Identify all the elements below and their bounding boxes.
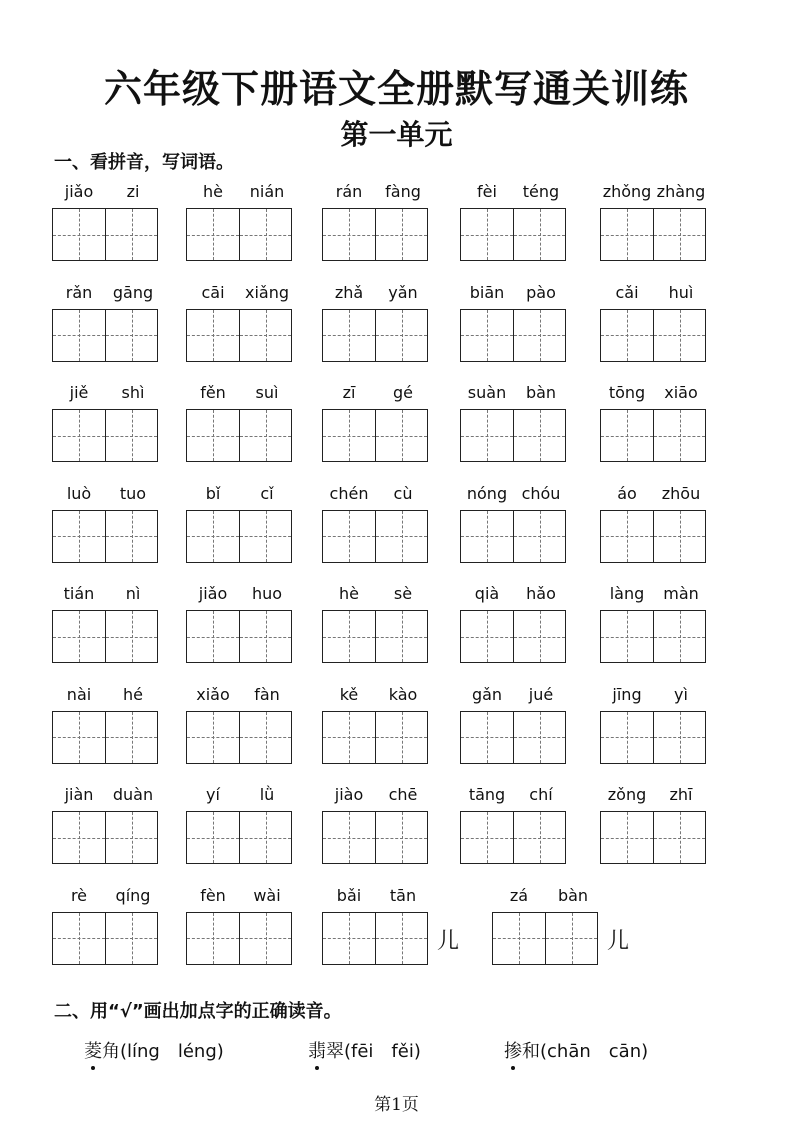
word-item xyxy=(52,584,160,663)
pinyin-syllable: luò xyxy=(66,483,92,503)
tianzige-cell[interactable] xyxy=(601,310,653,361)
writing-box[interactable] xyxy=(322,912,428,965)
word-item xyxy=(186,383,294,462)
pinyin-syllable: yí xyxy=(206,785,220,804)
pinyin-syllable: bàn xyxy=(557,885,589,905)
writing-box[interactable] xyxy=(52,309,158,362)
pinyin-syllable: tián xyxy=(63,584,95,603)
word-item xyxy=(322,584,430,663)
pinyin-syllable: hè xyxy=(339,584,359,603)
word-item xyxy=(492,886,600,965)
word-item xyxy=(600,182,708,261)
tianzige-cell[interactable] xyxy=(323,913,375,964)
pinyin-label xyxy=(186,283,294,309)
tianzige-cell[interactable] xyxy=(53,209,105,260)
writing-box[interactable] xyxy=(322,510,428,563)
writing-box[interactable] xyxy=(186,409,292,462)
pinyin-syllable: jué xyxy=(528,684,554,704)
word-item xyxy=(322,685,430,764)
pinyin-label xyxy=(322,785,430,811)
writing-box[interactable] xyxy=(600,309,706,362)
tianzige-cell[interactable] xyxy=(513,611,565,662)
tianzige-cell[interactable] xyxy=(375,310,427,361)
pinyin-syllable: màn xyxy=(663,584,699,603)
pinyin-syllable: jiàn xyxy=(64,785,94,804)
pinyin-syllable: gǎn xyxy=(471,684,503,704)
pinyin-syllable: rè xyxy=(70,885,88,905)
tianzige-cell[interactable] xyxy=(187,511,239,562)
pinyin-syllable: zi xyxy=(126,182,140,201)
pinyin-label xyxy=(186,785,294,811)
writing-box[interactable] xyxy=(186,309,292,362)
pinyin-label xyxy=(52,785,160,811)
tianzige-cell[interactable] xyxy=(323,310,375,361)
word-item xyxy=(52,886,160,965)
tianzige-cell[interactable] xyxy=(105,410,157,461)
writing-box[interactable] xyxy=(186,711,292,764)
writing-box[interactable] xyxy=(186,208,292,261)
reading-options[interactable]: 和(chān cān) xyxy=(522,1041,649,1062)
tianzige-cell[interactable] xyxy=(653,410,705,461)
pinyin-syllable: nài xyxy=(66,684,92,704)
writing-box[interactable] xyxy=(52,711,158,764)
tianzige-cell[interactable] xyxy=(653,812,705,863)
word-item xyxy=(460,182,568,261)
pinyin-syllable: zhǎ xyxy=(334,282,364,302)
pinyin-label xyxy=(322,283,430,309)
pinyin-label xyxy=(186,383,294,409)
pinyin-label xyxy=(460,283,568,309)
writing-box[interactable] xyxy=(186,912,292,965)
pinyin-syllable: jiǎo xyxy=(198,584,228,603)
word-item xyxy=(52,383,160,462)
word-item xyxy=(186,283,294,362)
pinyin-label xyxy=(600,584,708,610)
writing-box[interactable] xyxy=(460,811,566,864)
tianzige-cell[interactable] xyxy=(601,712,653,763)
pinyin-syllable: zhōu xyxy=(661,483,701,503)
writing-box[interactable] xyxy=(322,309,428,362)
writing-box[interactable] xyxy=(460,309,566,362)
pinyin-syllable: tāng xyxy=(468,785,506,804)
tianzige-cell[interactable] xyxy=(239,913,291,964)
tianzige-cell[interactable] xyxy=(105,712,157,763)
word-item xyxy=(186,886,294,965)
pinyin-syllable: fàng xyxy=(385,182,421,201)
pinyin-syllable: nóng xyxy=(466,483,508,503)
suffix-er: 儿 xyxy=(437,929,460,954)
tianzige-cell[interactable] xyxy=(653,611,705,662)
tianzige-cell[interactable] xyxy=(239,712,291,763)
tianzige-cell[interactable] xyxy=(239,209,291,260)
pinyin-label xyxy=(600,685,708,711)
pinyin-syllable: zhǒng xyxy=(602,182,652,201)
tianzige-cell[interactable] xyxy=(375,209,427,260)
tianzige-cell[interactable] xyxy=(375,712,427,763)
suffix-er: 儿 xyxy=(607,929,630,954)
writing-box[interactable] xyxy=(186,510,292,563)
word-item xyxy=(322,383,430,462)
pinyin-syllable: bǐ xyxy=(205,483,221,503)
pinyin-syllable: xiǎo xyxy=(196,684,230,704)
tianzige-cell[interactable] xyxy=(105,209,157,260)
pinyin-syllable: cǐ xyxy=(260,483,274,503)
word-item xyxy=(52,685,160,764)
pinyin-syllable: cù xyxy=(393,483,413,503)
pinyin-syllable: kào xyxy=(388,684,418,704)
word-item xyxy=(460,584,568,663)
tianzige-cell[interactable] xyxy=(323,611,375,662)
tianzige-cell[interactable] xyxy=(323,511,375,562)
tianzige-cell[interactable] xyxy=(105,812,157,863)
word-item xyxy=(322,785,430,864)
writing-box[interactable] xyxy=(52,208,158,261)
tianzige-cell[interactable] xyxy=(461,812,513,863)
tianzige-cell[interactable] xyxy=(601,410,653,461)
tianzige-cell[interactable] xyxy=(601,812,653,863)
pinyin-syllable: kě xyxy=(339,684,359,704)
pinyin-label xyxy=(52,685,160,711)
writing-box[interactable] xyxy=(52,610,158,663)
tianzige-cell[interactable] xyxy=(461,712,513,763)
pinyin-label xyxy=(492,886,600,912)
pinyin-label xyxy=(460,584,568,610)
word-item xyxy=(460,785,568,864)
tianzige-cell[interactable] xyxy=(53,310,105,361)
word-item xyxy=(52,283,160,362)
tianzige-cell[interactable] xyxy=(513,410,565,461)
word-item xyxy=(460,685,568,764)
tianzige-cell[interactable] xyxy=(105,611,157,662)
pinyin-label xyxy=(186,886,294,912)
unit-title: 第一单元 xyxy=(340,118,453,151)
pinyin-syllable: xiāo xyxy=(664,383,698,402)
pinyin-syllable: yì xyxy=(674,684,688,704)
pinyin-label xyxy=(186,685,294,711)
pinyin-syllable: chē xyxy=(388,785,418,804)
pinyin-syllable: duàn xyxy=(112,785,154,804)
pronunciation-item xyxy=(308,1037,421,1063)
writing-box[interactable] xyxy=(600,711,706,764)
tianzige-cell[interactable] xyxy=(323,812,375,863)
tianzige-cell[interactable] xyxy=(653,310,705,361)
writing-box[interactable] xyxy=(600,208,706,261)
pinyin-syllable: zhī xyxy=(669,785,693,804)
pinyin-syllable: sè xyxy=(393,584,413,603)
tianzige-cell[interactable] xyxy=(461,511,513,562)
pinyin-syllable: lǜ xyxy=(259,785,275,804)
pinyin-syllable: suàn xyxy=(467,383,507,402)
page-title: 六年级下册语文全册默写通关训练 xyxy=(103,66,689,111)
page-number: 第1页 xyxy=(374,1095,419,1115)
word-item xyxy=(52,484,160,563)
word-item xyxy=(322,182,430,261)
tianzige-cell[interactable] xyxy=(323,410,375,461)
writing-box[interactable] xyxy=(460,510,566,563)
pinyin-label xyxy=(600,182,708,208)
tianzige-cell[interactable] xyxy=(239,410,291,461)
pinyin-syllable: cāi xyxy=(201,282,225,302)
tianzige-cell[interactable] xyxy=(187,712,239,763)
writing-box[interactable] xyxy=(52,510,158,563)
pinyin-label xyxy=(52,283,160,309)
pinyin-label xyxy=(460,182,568,208)
pinyin-syllable: pào xyxy=(526,282,556,302)
word-item xyxy=(600,685,708,764)
writing-box[interactable] xyxy=(460,409,566,462)
dotted-character: 翡 xyxy=(308,1041,326,1062)
tianzige-cell[interactable] xyxy=(545,913,597,964)
tianzige-cell[interactable] xyxy=(513,310,565,361)
pinyin-label xyxy=(460,685,568,711)
writing-box[interactable] xyxy=(460,711,566,764)
word-item xyxy=(600,785,708,864)
pinyin-syllable: rán xyxy=(335,182,363,201)
tianzige-cell[interactable] xyxy=(187,812,239,863)
reading-options[interactable]: 角(líng léng) xyxy=(102,1041,224,1062)
pinyin-label xyxy=(52,383,160,409)
tianzige-cell[interactable] xyxy=(375,913,427,964)
dotted-character: 菱 xyxy=(84,1041,102,1062)
pinyin-syllable: huo xyxy=(251,584,283,603)
tianzige-cell[interactable] xyxy=(187,913,239,964)
pinyin-label xyxy=(600,283,708,309)
pinyin-label xyxy=(460,484,568,510)
pronunciation-item xyxy=(504,1037,648,1063)
pinyin-syllable: nì xyxy=(125,584,141,603)
tianzige-cell[interactable] xyxy=(53,410,105,461)
writing-box[interactable] xyxy=(600,510,706,563)
tianzige-cell[interactable] xyxy=(187,611,239,662)
writing-box[interactable] xyxy=(52,409,158,462)
pinyin-syllable: nián xyxy=(249,182,285,201)
writing-box[interactable] xyxy=(322,208,428,261)
pinyin-syllable: fàn xyxy=(254,684,280,704)
writing-box[interactable] xyxy=(52,811,158,864)
pinyin-label xyxy=(322,584,430,610)
pinyin-syllable: gé xyxy=(393,383,413,402)
tianzige-cell[interactable] xyxy=(53,611,105,662)
word-item xyxy=(460,383,568,462)
pinyin-label xyxy=(322,886,430,912)
writing-box[interactable] xyxy=(322,610,428,663)
pinyin-syllable: zǒng xyxy=(607,785,647,804)
pinyin-syllable: chén xyxy=(329,483,369,503)
pinyin-syllable: jiě xyxy=(69,383,89,402)
pinyin-syllable: fèi xyxy=(477,182,497,201)
pinyin-syllable: huì xyxy=(668,282,694,302)
reading-options[interactable]: 翠(fēi fěi) xyxy=(326,1041,421,1062)
pinyin-syllable: tān xyxy=(389,885,417,905)
tianzige-cell[interactable] xyxy=(53,812,105,863)
tianzige-cell[interactable] xyxy=(653,209,705,260)
tianzige-cell[interactable] xyxy=(53,712,105,763)
tianzige-cell[interactable] xyxy=(461,410,513,461)
word-item xyxy=(322,484,430,563)
writing-box[interactable] xyxy=(600,610,706,663)
tianzige-cell[interactable] xyxy=(323,209,375,260)
pinyin-label xyxy=(322,182,430,208)
tianzige-cell[interactable] xyxy=(601,209,653,260)
tianzige-cell[interactable] xyxy=(601,511,653,562)
tianzige-cell[interactable] xyxy=(105,913,157,964)
tianzige-cell[interactable] xyxy=(105,511,157,562)
pinyin-syllable: tuo xyxy=(119,483,147,503)
pinyin-syllable: suì xyxy=(255,383,279,402)
word-item xyxy=(322,886,430,965)
word-item xyxy=(186,182,294,261)
pinyin-label xyxy=(600,383,708,409)
pinyin-syllable: fèn xyxy=(200,885,226,905)
pinyin-syllable: hè xyxy=(203,182,223,201)
word-item xyxy=(186,484,294,563)
tianzige-cell[interactable] xyxy=(461,310,513,361)
pinyin-syllable: áo xyxy=(617,483,637,503)
tianzige-cell[interactable] xyxy=(461,209,513,260)
pinyin-label xyxy=(52,484,160,510)
word-item xyxy=(186,685,294,764)
word-item xyxy=(600,584,708,663)
pinyin-syllable: zá xyxy=(509,885,529,905)
tianzige-cell[interactable] xyxy=(187,410,239,461)
tianzige-cell[interactable] xyxy=(653,511,705,562)
tianzige-cell[interactable] xyxy=(513,812,565,863)
pinyin-syllable: qíng xyxy=(115,885,151,905)
writing-box[interactable] xyxy=(600,811,706,864)
pinyin-label xyxy=(52,584,160,610)
pinyin-syllable: fěn xyxy=(200,383,226,402)
pinyin-syllable: tōng xyxy=(608,383,646,402)
pinyin-syllable: zī xyxy=(342,383,356,402)
pinyin-label xyxy=(186,182,294,208)
pinyin-syllable: wài xyxy=(253,885,281,905)
pinyin-syllable: bǎi xyxy=(336,885,362,905)
pinyin-label xyxy=(600,484,708,510)
word-item xyxy=(322,283,430,362)
word-item xyxy=(186,785,294,864)
section1-heading: 一、看拼音，写词语。 xyxy=(54,152,234,173)
pinyin-syllable: jīng xyxy=(612,684,642,704)
pinyin-syllable: téng xyxy=(522,182,560,201)
word-item xyxy=(186,584,294,663)
pinyin-syllable: hǎo xyxy=(526,584,556,603)
pinyin-label xyxy=(52,182,160,208)
pinyin-syllable: jiào xyxy=(334,785,364,804)
tianzige-cell[interactable] xyxy=(323,712,375,763)
tianzige-cell[interactable] xyxy=(375,511,427,562)
pinyin-label xyxy=(322,383,430,409)
pinyin-label xyxy=(460,785,568,811)
tianzige-cell[interactable] xyxy=(239,310,291,361)
tianzige-cell[interactable] xyxy=(239,611,291,662)
word-item xyxy=(600,283,708,362)
tianzige-cell[interactable] xyxy=(513,209,565,260)
word-item xyxy=(600,383,708,462)
writing-box[interactable] xyxy=(186,610,292,663)
tianzige-cell[interactable] xyxy=(239,511,291,562)
writing-box[interactable] xyxy=(600,409,706,462)
tianzige-cell[interactable] xyxy=(105,310,157,361)
section2-heading: 二、用“√”画出加点字的正确读音。 xyxy=(54,1001,342,1022)
writing-box[interactable] xyxy=(186,811,292,864)
writing-box[interactable] xyxy=(460,610,566,663)
tianzige-cell[interactable] xyxy=(375,410,427,461)
pinyin-syllable: bàn xyxy=(525,383,557,402)
tianzige-cell[interactable] xyxy=(653,712,705,763)
word-item xyxy=(600,484,708,563)
pinyin-label xyxy=(460,383,568,409)
pinyin-syllable: chí xyxy=(529,785,553,804)
tianzige-cell[interactable] xyxy=(601,611,653,662)
tianzige-cell[interactable] xyxy=(375,611,427,662)
pinyin-label xyxy=(322,484,430,510)
pinyin-syllable: yǎn xyxy=(388,282,418,302)
pinyin-label xyxy=(52,886,160,912)
tianzige-cell[interactable] xyxy=(513,511,565,562)
pinyin-syllable: xiǎng xyxy=(244,282,289,302)
pinyin-syllable: shì xyxy=(121,383,145,402)
word-item xyxy=(52,785,160,864)
pinyin-syllable: rǎn xyxy=(65,282,93,302)
dotted-character: 掺 xyxy=(504,1041,522,1062)
pinyin-label xyxy=(600,785,708,811)
pinyin-syllable: qià xyxy=(474,584,500,603)
word-item xyxy=(460,283,568,362)
writing-box[interactable] xyxy=(52,912,158,965)
pinyin-syllable: làng xyxy=(609,584,645,603)
word-item xyxy=(52,182,160,261)
pinyin-syllable: hé xyxy=(123,684,143,704)
pinyin-syllable: zhàng xyxy=(656,182,706,201)
tianzige-cell[interactable] xyxy=(461,611,513,662)
tianzige-cell[interactable] xyxy=(375,812,427,863)
tianzige-cell[interactable] xyxy=(513,712,565,763)
pinyin-syllable: jiǎo xyxy=(64,182,94,201)
tianzige-cell[interactable] xyxy=(53,913,105,964)
tianzige-cell[interactable] xyxy=(239,812,291,863)
pinyin-label xyxy=(186,484,294,510)
writing-box[interactable] xyxy=(322,409,428,462)
tianzige-cell[interactable] xyxy=(187,310,239,361)
tianzige-cell[interactable] xyxy=(493,913,545,964)
writing-box[interactable] xyxy=(322,711,428,764)
tianzige-cell[interactable] xyxy=(187,209,239,260)
pinyin-syllable: cǎi xyxy=(615,282,639,302)
word-item xyxy=(460,484,568,563)
writing-box[interactable] xyxy=(460,208,566,261)
pronunciation-item xyxy=(84,1037,224,1063)
writing-box[interactable] xyxy=(322,811,428,864)
pinyin-syllable: chóu xyxy=(521,483,561,503)
tianzige-cell[interactable] xyxy=(53,511,105,562)
pinyin-syllable: biān xyxy=(469,282,505,302)
pinyin-label xyxy=(186,584,294,610)
writing-box[interactable] xyxy=(492,912,598,965)
pinyin-label xyxy=(322,685,430,711)
pinyin-syllable: gāng xyxy=(112,282,154,302)
